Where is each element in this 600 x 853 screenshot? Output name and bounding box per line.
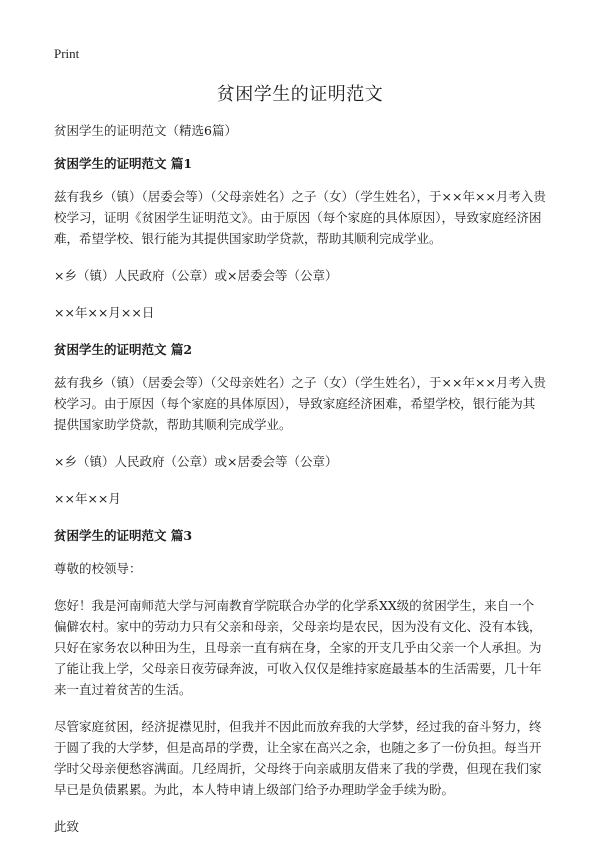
section-heading-2: 贫困学生的证明范文 篇2	[54, 342, 193, 357]
document-body	[54, 120, 546, 853]
section-2-paragraph: 兹有我乡（镇）（居委会等）（父母亲姓名）之子（女）（学生姓名），于××年××月考入贵校学习。由于原因（每个家庭的具体原因），导致家庭经济困难，希望学校，银行能为其提供国家助学贷款，帮助其顺利完成学业。	[54, 375, 546, 432]
section-3-salutation: 尊敬的校领导：	[54, 561, 142, 576]
section-2-signature: ×乡（镇）人民政府（公章）或×居委会等（公章）	[54, 454, 338, 469]
section-3-closing: 此致	[54, 819, 80, 834]
section-1-paragraph: 兹有我乡（镇）（居委会等）（父母亲姓名）之子（女）（学生姓名），于××年××月考入贵校学习，证明《贫困学生证明范文》。由于原因（每个家庭的具体原因），导致家庭经济困难，希望学校、银行能为其提供国家助学贷款，帮助其顺利完成学业。	[54, 189, 546, 246]
section-3-paragraph-2: 尽管家庭贫困，经济捉襟见肘，但我并不因此而放弃我的大学梦，经过我的奋斗努力，终于圆了我的大学梦，但是高昂的学费，让全家在高兴之余，也随之多了一份负担。每当开学时父母亲便愁容满面。几经周折，父母终于向亲戚朋友借来了我的学费，但现在我们家早已是负债累累。为此，本人特申请上级部门给予办理助学金手续为盼。	[54, 719, 542, 797]
print-link[interactable]: Print	[54, 46, 80, 61]
section-heading-1: 贫困学生的证明范文 篇1	[54, 156, 193, 171]
section-3-paragraph-1: 您好！我是河南师范大学与河南教育学院联合办学的化学系XX级的贫困学生，来自一个偏僻农村。家中的劳动力只有父亲和母亲，父母亲均是农民，因为没有文化、没有本钱，只好在家务农以种田为生，且母亲一直有病在身，全家的开支几乎由父亲一个人承担。为了能让我上学，父母亲日夜劳碌奔波，可收入仅仅是维持家庭最基本的生活需要，几十年来一直过着贫苦的生活。	[54, 598, 542, 697]
page-title: 贫困学生的证明范文	[216, 84, 384, 105]
section-heading-3: 贫困学生的证明范文 篇3	[54, 528, 193, 543]
section-1-signature: ×乡（镇）人民政府（公章）或×居委会等（公章）	[54, 268, 338, 283]
section-1-date: ××年××月××日	[54, 305, 155, 320]
intro-text: 贫困学生的证明范文（精选6篇）	[54, 123, 237, 138]
section-2-date: ××年××月	[54, 491, 121, 506]
